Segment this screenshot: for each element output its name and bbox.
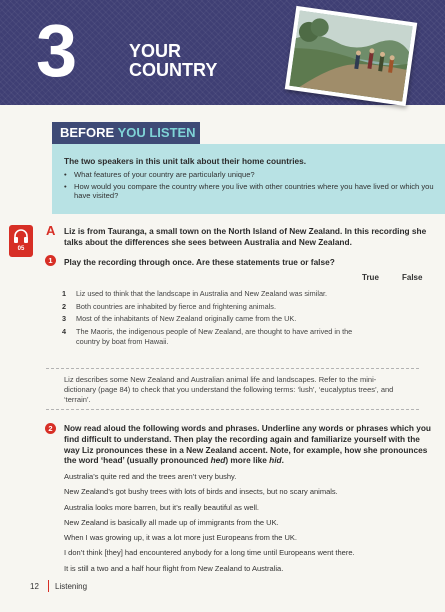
statement-item: 3 Most of the inhabitants of New Zealand originally came from the UK. (62, 314, 297, 324)
before-intro: The two speakers in this unit talk about their home countries. (64, 156, 307, 166)
phrase-item: Australia looks more barren, but it’s really beautiful as well. (64, 502, 259, 512)
column-false: False (402, 273, 423, 282)
true-false-statements (62, 289, 362, 349)
footer-divider (48, 580, 49, 592)
column-true: True (362, 273, 379, 282)
footer-section-label: Listening (55, 582, 88, 591)
phrase-list (64, 472, 436, 579)
track-number: 05 (17, 246, 25, 252)
question-1-number: 1 (45, 255, 56, 266)
mini-dictionary-note: Liz describes some New Zealand and Australian animal life and landscapes. Refer to the mini-dictionary (page 84) to check that you understand the following terms: ‘lush’, ‘eucalyptus trees’, and ‘terrain’. (64, 375, 394, 404)
list-item: • How would you compare the country where you live with other countries where you have lived or which you have visited? (64, 182, 434, 201)
page-number: 12 (30, 582, 39, 591)
phrase-item: I don’t think [they] had encountered anybody for a long time until Europeans went there. (64, 548, 355, 558)
question-2-number: 2 (45, 423, 56, 434)
list-item: • What features of your country are particularly unique? (64, 170, 434, 180)
phrase-item: Australia’s quite red and the trees aren’t very bushy. (64, 472, 237, 481)
statement-item: 2 Both countries are inhabited by fierce and frightening animals. (62, 301, 276, 311)
unit-number: 3 (36, 9, 76, 92)
statement-item: 4 The Maoris, the indigenous people of New Zealand, are thought to have arrived in the country by boat from Hawaii. (62, 327, 353, 346)
question-1-prompt: Play the recording through once. Are these statements true or false? (64, 257, 335, 267)
section-a-intro: Liz is from Tauranga, a small town on the North Island of New Zealand. In this recording she talks about the differences she sees between Australia and New Zealand. (64, 226, 427, 247)
section-letter: A (46, 223, 56, 238)
question-2-prompt: Now read aloud the following words and phrases. Underline any words or phrases which you find difficult to understand. Then play the recording again and familiarize yourself with the way Liz pronounces these in a New Zealand accent. Note, for example, how she pronounces the word ‘head’ (usually pronounced hed) more like hid. (64, 423, 431, 466)
statement-item: 1 Liz used to think that the landscape in Australia and New Zealand was similar. (62, 289, 328, 298)
photo-hikers (285, 6, 418, 106)
unit-title: YOUR COUNTRY (129, 41, 218, 80)
phrase-item: It is still a two and a half hour flight from New Zealand to Australia. (64, 563, 284, 573)
phrase-item: New Zealand is basically all made up of immigrants from the UK. (64, 517, 279, 527)
headphones-icon (9, 225, 33, 257)
hikers-photo-image (289, 10, 412, 101)
phrase-item: New Zealand’s got bushy trees with lots of birds and insects, but no scary animals. (64, 487, 338, 497)
before-you-listen-heading: BEFORE YOU LISTEN (52, 122, 200, 144)
before-question-list (64, 170, 434, 203)
phrase-item: When I was growing up, it was a lot more just Europeans from the UK. (64, 533, 298, 543)
